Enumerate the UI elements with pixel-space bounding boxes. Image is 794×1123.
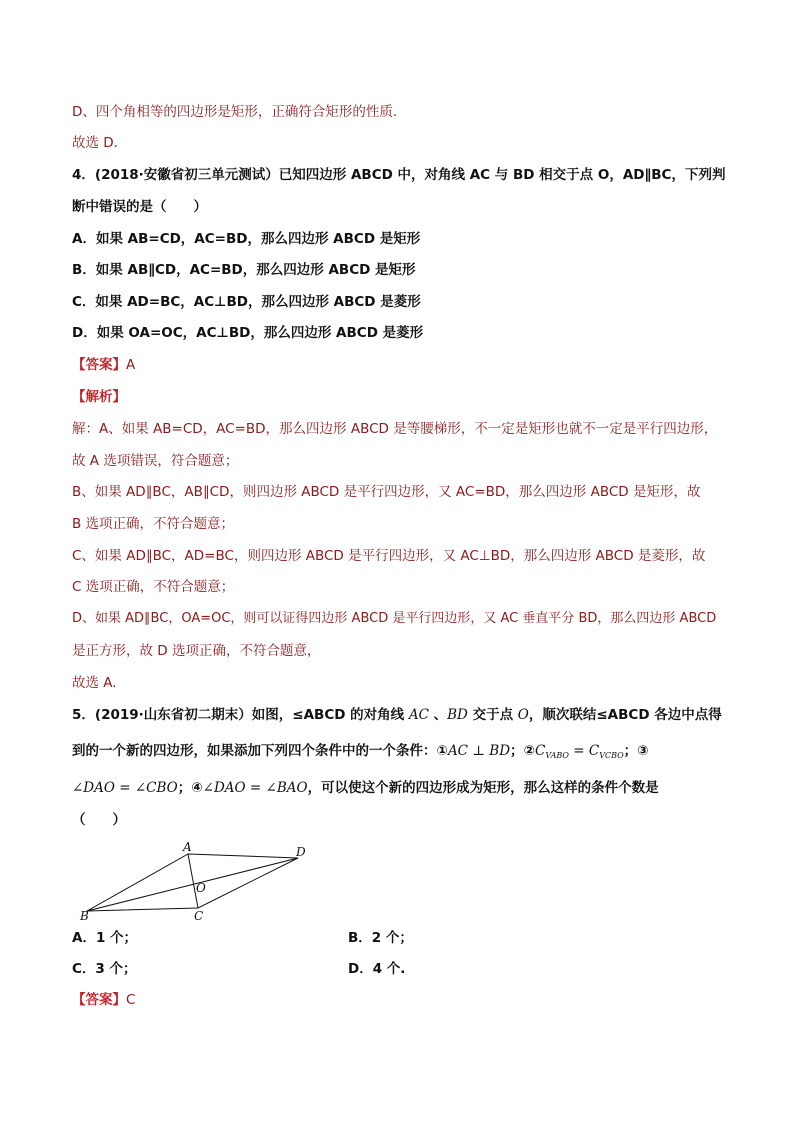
vertex-label-c: C	[194, 909, 204, 923]
q4-analysis-line: C、如果 AD∥BC，AD=BC，则四边形 ABCD 是平行四边形，又 AC⊥BD，那么四边形 ABCD 是菱形，故	[72, 548, 706, 564]
answer-value: A	[126, 357, 136, 373]
q5-stem-line3: ∠DAO = ∠CBO；④∠DAO = ∠BAO，可以使这个新的四边形成为矩形，那么这样的条件个数是	[72, 780, 659, 796]
prev-option-d-explanation: D、四个角相等的四边形是矩形，正确符合矩形的性质.	[72, 104, 398, 120]
center-label-o: O	[196, 881, 206, 895]
q4-analysis-line: 解：A、如果 AB=CD，AC=BD，那么四边形 ABCD 是等腰梯形，不一定是矩形也就不一定是平行四边形，	[72, 421, 718, 437]
q4-analysis-line: 是正方形，故 D 选项正确，不符合题意，	[72, 643, 321, 659]
condition-1: AC ⊥ BD	[447, 743, 511, 759]
parallelogram-figure	[74, 838, 324, 928]
q4-analysis-label: 【解析】	[72, 389, 126, 405]
vertex-label-b: B	[80, 909, 89, 923]
condition-2: $C_{VABO} = C_{VCBO}$	[534, 743, 624, 760]
parallelogram-abcd	[87, 854, 298, 911]
answer-label: 【答案】	[72, 357, 126, 373]
q5-blank-paren: （ ）	[72, 812, 126, 828]
q4-option-c: C．如果 AD=BC，AC⊥BD，那么四边形 ABCD 是菱形	[72, 294, 421, 310]
q5-stem-line1: 5．(2019·山东省初二期末）如图，≤ABCD 的对角线 AC 、BD 交于点 O，顺次联结≤ABCD 各边中点得	[72, 707, 722, 723]
q4-answer	[72, 356, 135, 374]
q4-analysis-line: 故 A 选项错误，符合题意；	[72, 453, 239, 469]
q5-option-c: C．3 个；	[72, 961, 137, 977]
q5-option-a: A．1 个；	[72, 930, 138, 946]
condition-4: ∠DAO = ∠BAO	[202, 780, 308, 796]
q4-option-d: D．如果 OA=OC，AC⊥BD，那么四边形 ABCD 是菱形	[72, 325, 424, 341]
answer-label: 【答案】	[72, 992, 126, 1008]
q5-answer	[72, 991, 135, 1009]
answer-value: C	[126, 992, 136, 1008]
prev-choose-line: 故选 D.	[72, 135, 118, 151]
q5-stem-line2: 到的一个新的四边形，如果添加下列四个条件中的一个条件：①AC ⊥ BD；$②C_{VABO} = C_{VCBO}$；③	[72, 743, 649, 760]
vertex-label-d: D	[296, 845, 306, 859]
diagonal-bd	[87, 858, 298, 911]
q4-option-a: A．如果 AB=CD，AC=BD，那么四边形 ABCD 是矩形	[72, 231, 421, 247]
q4-analysis-line: C 选项正确，不符合题意；	[72, 579, 235, 595]
q4-analysis-line: D、如果 AD∥BC，OA=OC，则可以证得四边形 ABCD 是平行四边形，又 AC 垂直平分 BD，那么四边形 ABCD	[72, 611, 717, 626]
q4-analysis-line: B、如果 AD∥BC，AB∥CD，则四边形 ABCD 是平行四边形，又 AC=BD，那么四边形 ABCD 是矩形，故	[72, 484, 701, 500]
q4-option-b: B．如果 AB∥CD，AC=BD，那么四边形 ABCD 是矩形	[72, 262, 416, 278]
q5-option-b: B．2 个；	[348, 930, 413, 946]
q4-stem-line2: 断中错误的是（ ）	[72, 199, 207, 215]
condition-3: ∠DAO = ∠CBO	[72, 780, 178, 796]
q4-analysis-line: B 选项正确，不符合题意；	[72, 516, 235, 532]
q4-analysis-line: 故选 A.	[72, 675, 117, 691]
vertex-label-a: A	[183, 840, 192, 854]
q5-option-d: D．4 个.	[348, 961, 406, 977]
q4-stem-line1: 4．(2018·安徽省初三单元测试）已知四边形 ABCD 中，对角线 AC 与 BD 相交于点 O，AD∥BC，下列判	[72, 167, 726, 183]
